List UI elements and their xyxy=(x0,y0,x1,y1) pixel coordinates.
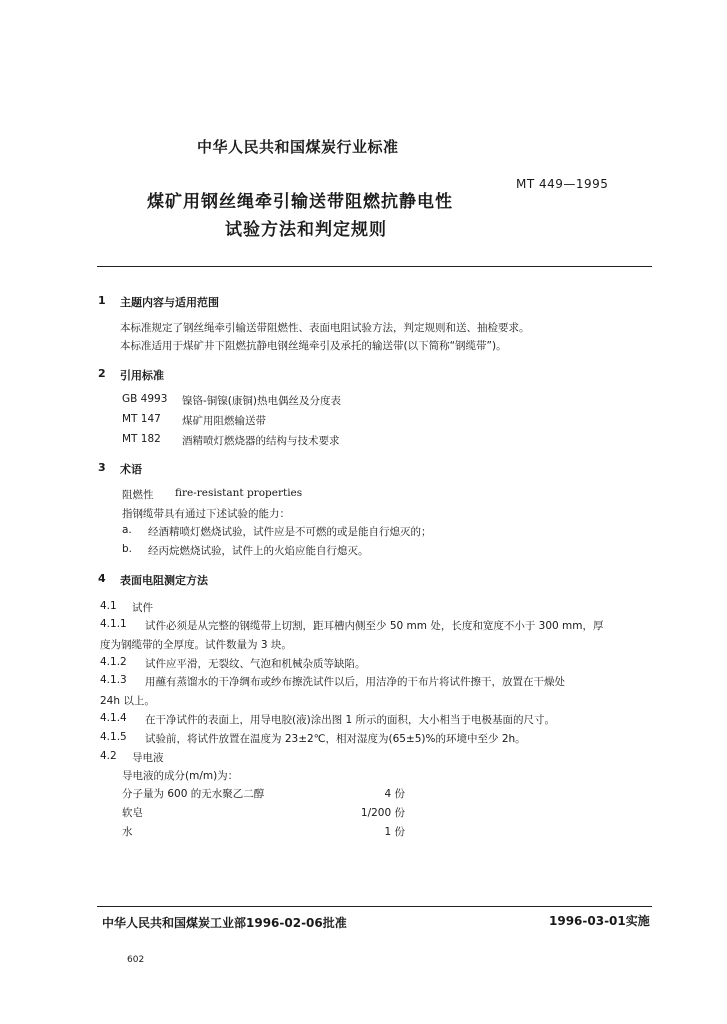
document-title-line-1: 煤矿用钢丝绳牵引输送带阻燃抗静电性 xyxy=(147,192,453,212)
clause-number: 4.1.3 xyxy=(100,674,127,686)
clause-number: 4.2 xyxy=(100,750,117,762)
list-item-text: 经酒精喷灯燃烧试验，试件应是不可燃的或是能自行熄灭的； xyxy=(148,526,432,538)
section-1-paragraph-1: 本标准规定了钢丝绳牵引输送带阻燃性、表面电阻试验方法，判定规则和送、抽检要求。 xyxy=(120,322,530,334)
clause-number: 4.1.1 xyxy=(100,618,127,630)
organization-title: 中华人民共和国煤炭行业标准 xyxy=(197,138,399,156)
clause-number: 4.1 xyxy=(100,600,117,612)
section-3-title: 术语 xyxy=(120,463,142,476)
clause-text: 在干净试件的表面上，用导电胶(液)涂出图 1 所示的面积，大小相当于电极基面的尺寸。 xyxy=(145,714,556,726)
section-4-number: 4 xyxy=(98,572,106,585)
standard-number: MT 449—1995 xyxy=(516,177,609,191)
clause-text: 试件必须是从完整的钢缆带上切割，距耳槽内侧至少 50 mm 处，长度和宽度不小于 300 mm，厚 xyxy=(145,620,604,632)
section-1-number: 1 xyxy=(98,294,106,307)
composition-label: 导电液的成分(m/m)为： xyxy=(122,770,239,782)
reference-code: GB 4993 xyxy=(122,393,168,405)
clause-text: 用蘸有蒸馏水的干净绸布或纱布擦洗试件以后，用洁净的干布片将试件擦干，放置在干燥处 xyxy=(145,676,565,688)
clause-number: 4.1.5 xyxy=(100,731,127,743)
reference-code: MT 182 xyxy=(122,433,161,445)
footer-divider xyxy=(97,906,652,907)
list-item-label: a. xyxy=(122,524,132,536)
term-chinese: 阻燃性 xyxy=(122,489,154,501)
section-2-title: 引用标准 xyxy=(120,369,164,382)
list-item-text: 经丙烷燃烧试验，试件上的火焰应能自行熄灭。 xyxy=(148,545,369,557)
clause-number: 4.1.4 xyxy=(100,712,127,724)
clause-text: 试件应平滑，无裂纹、气泡和机械杂质等缺陷。 xyxy=(145,658,366,670)
reference-name: 镍铬-铜镍(康铜)热电偶丝及分度表 xyxy=(182,395,341,407)
clause-title: 试件 xyxy=(132,602,153,614)
clause-title: 导电液 xyxy=(132,752,164,764)
section-4-title: 表面电阻测定方法 xyxy=(120,574,208,587)
term-english: fire-resistant properties xyxy=(175,487,303,499)
clause-number: 4.1.2 xyxy=(100,656,127,668)
section-1-paragraph-2: 本标准适用于煤矿井下阻燃抗静电钢丝绳牵引及承托的输送带(以下简称“钢缆带”)。 xyxy=(120,340,507,352)
clause-text: 试验前，将试件放置在温度为 23±2℃，相对湿度为(65±5)%的环境中至少 2h。 xyxy=(145,733,526,745)
header-divider xyxy=(97,266,652,267)
clause-text-continued: 24h 以上。 xyxy=(100,695,155,707)
page-number: 602 xyxy=(127,955,145,965)
component-amount: 4 份 xyxy=(384,788,405,800)
reference-name: 酒精喷灯燃烧器的结构与技术要求 xyxy=(182,435,340,447)
clause-text-continued: 度为钢缆带的全厚度。试件数量为 3 块。 xyxy=(100,639,292,651)
component-name: 分子量为 600 的无水聚乙二醇 xyxy=(122,788,265,800)
term-definition: 指钢缆带具有通过下述试验的能力： xyxy=(122,508,290,520)
component-name: 软皂 xyxy=(122,807,143,819)
section-3-number: 3 xyxy=(98,461,106,474)
component-amount: 1/200 份 xyxy=(360,807,405,819)
component-name: 水 xyxy=(122,826,133,838)
reference-name: 煤矿用阻燃输送带 xyxy=(182,415,266,427)
component-amount: 1 份 xyxy=(384,826,405,838)
section-2-number: 2 xyxy=(98,367,106,380)
document-title-line-2: 试验方法和判定规则 xyxy=(225,220,387,240)
implementation-date: 1996-03-01实施 xyxy=(549,914,650,928)
reference-code: MT 147 xyxy=(122,413,161,425)
approval-line: 中华人民共和国煤炭工业部1996-02-06批准 xyxy=(102,916,347,930)
section-1-title: 主题内容与适用范围 xyxy=(120,296,219,309)
list-item-label: b. xyxy=(122,543,133,555)
